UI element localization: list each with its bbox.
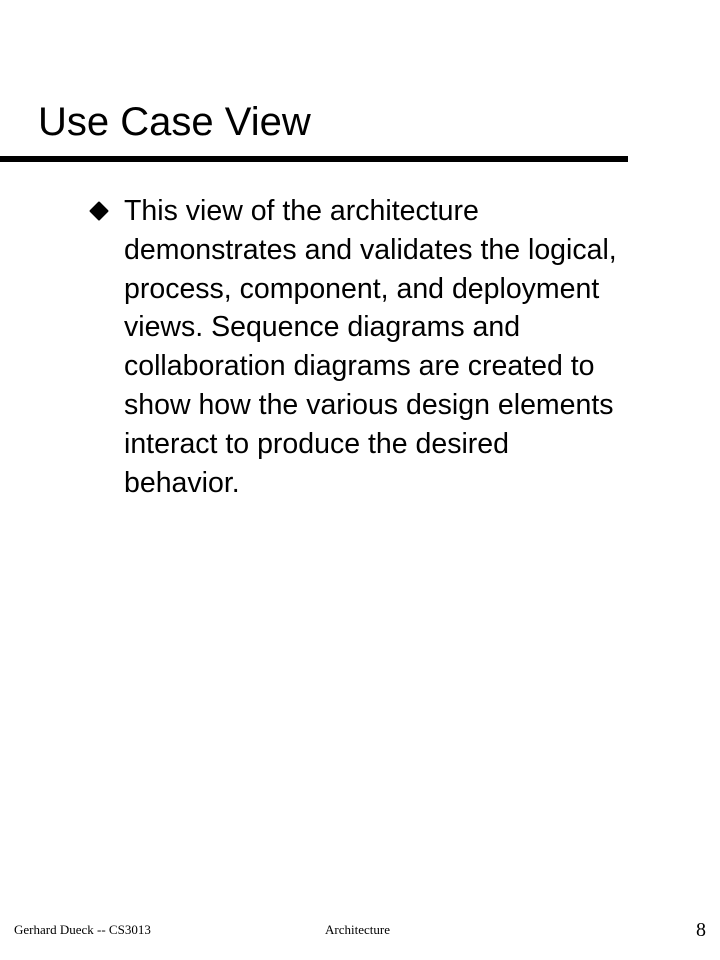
footer-author-course: Gerhard Dueck -- CS3013	[14, 922, 151, 937]
page-number: 8	[696, 919, 706, 941]
bullet-line: behavior.	[124, 466, 240, 499]
title-underline	[0, 156, 628, 162]
diamond-bullet-icon	[89, 201, 109, 221]
bullet-line: interact to produce the desired	[124, 427, 509, 460]
footer-topic: Architecture	[325, 922, 390, 937]
bullet-line: process, component, and deployment	[124, 272, 600, 305]
bullet-line: demonstrates and validates the logical,	[124, 233, 617, 266]
bullet-text	[124, 192, 680, 502]
bullet-line: show how the various design elements	[124, 388, 614, 421]
slide-title: Use Case View	[38, 100, 311, 144]
bullet-line: This view of the architecture	[124, 195, 479, 227]
bullet-line: collaboration diagrams are created to	[124, 350, 595, 383]
bullet-line: views. Sequence diagrams and	[124, 311, 521, 344]
